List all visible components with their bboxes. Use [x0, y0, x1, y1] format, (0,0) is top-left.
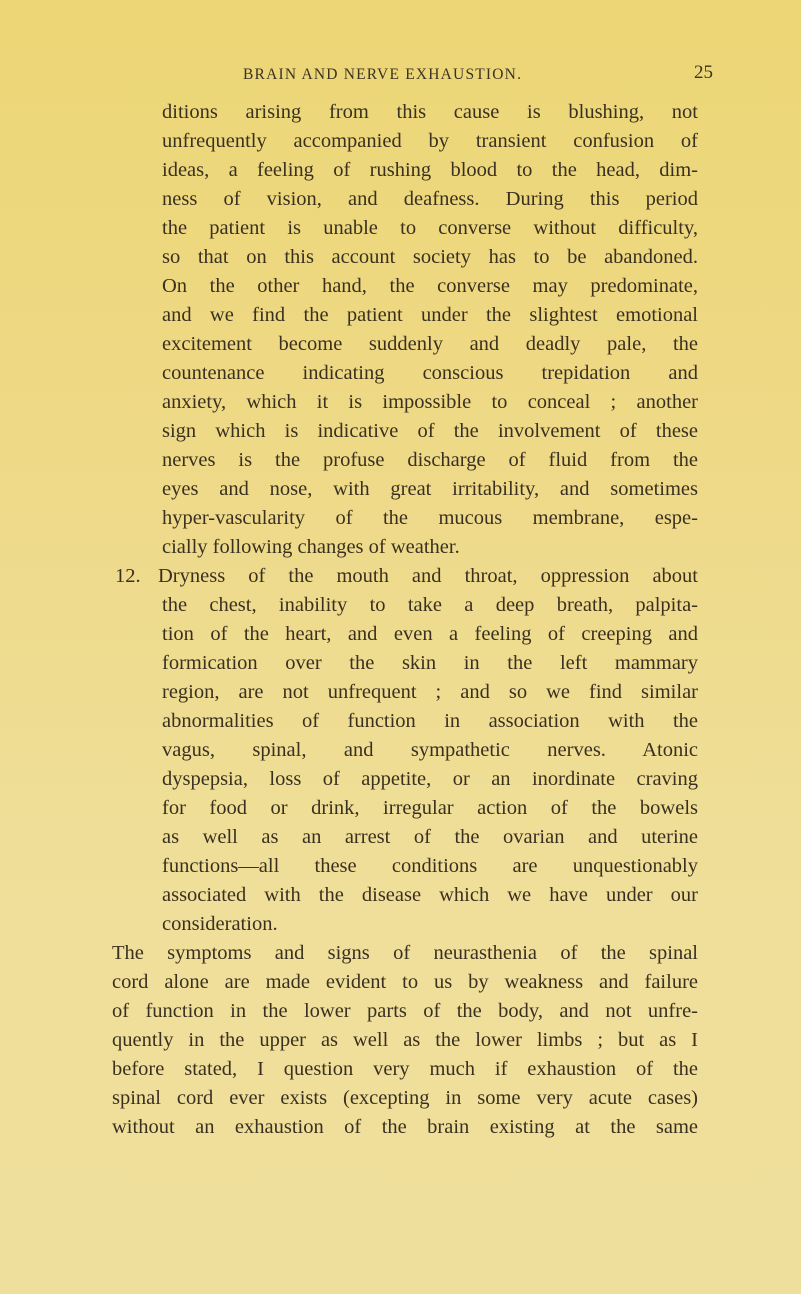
text-line: hyper-vascularity of the mucous membrane, espe-: [162, 507, 698, 529]
text-line: sign which is indicative of the involvement of these: [162, 420, 698, 442]
text-line: ideas, a feeling of rushing blood to the head, dim-: [162, 159, 698, 181]
text-line: dyspepsia, loss of appetite, or an inordinate craving: [162, 768, 698, 790]
text-line: spinal cord ever exists (excepting in some very acute cases): [112, 1087, 698, 1109]
text-line: functions—all these conditions are unquestionably: [162, 855, 698, 877]
text-line: unfrequently accompanied by transient confusion of: [162, 130, 698, 152]
list-item-number: 12.: [115, 565, 141, 587]
text-line: ness of vision, and deafness. During this period: [162, 188, 698, 210]
text-line: excitement become suddenly and deadly pale, the: [162, 333, 698, 355]
page-number: 25: [694, 62, 713, 83]
text-line: abnormalities of function in association with the: [162, 710, 698, 732]
text-line: of function in the lower parts of the body, and not unfre-: [112, 1000, 698, 1022]
text-line: for food or drink, irregular action of the bowels: [162, 797, 698, 819]
text-line: Dryness of the mouth and throat, oppression about: [158, 565, 698, 587]
text-line: the patient is unable to converse without difficulty,: [162, 217, 698, 239]
text-line: On the other hand, the converse may predominate,: [162, 275, 698, 297]
text-line: eyes and nose, with great irritability, and sometimes: [162, 478, 698, 500]
text-line: as well as an arrest of the ovarian and uterine: [162, 826, 698, 848]
text-line: associated with the disease which we have under our: [162, 884, 698, 906]
text-line: before stated, I question very much if exhaustion of the: [112, 1058, 698, 1080]
text-line: without an exhaustion of the brain existing at the same: [112, 1116, 698, 1138]
text-line: The symptoms and signs of neurasthenia of the spinal: [112, 942, 698, 964]
text-line: anxiety, which it is impossible to conceal ; another: [162, 391, 698, 413]
text-line: the chest, inability to take a deep breath, palpita-: [162, 594, 698, 616]
text-line: tion of the heart, and even a feeling of creeping and: [162, 623, 698, 645]
running-title: BRAIN AND NERVE EXHAUSTION.: [243, 66, 523, 83]
text-line: vagus, spinal, and sympathetic nerves. Atonic: [162, 739, 698, 761]
text-line: and we find the patient under the slightest emotional: [162, 304, 698, 326]
text-line: cially following changes of weather.: [162, 536, 460, 558]
text-line: ditions arising from this cause is blushing, not: [162, 101, 698, 123]
running-head: [0, 62, 801, 90]
text-line: consideration.: [162, 913, 278, 935]
text-line: so that on this account society has to be abandoned.: [162, 246, 698, 268]
text-line: cord alone are made evident to us by weakness and failure: [112, 971, 698, 993]
text-line: countenance indicating conscious trepidation and: [162, 362, 698, 384]
text-line: formication over the skin in the left mammary: [162, 652, 698, 674]
text-line: nerves is the profuse discharge of fluid from the: [162, 449, 698, 471]
text-line: region, are not unfrequent ; and so we find similar: [162, 681, 698, 703]
text-line: quently in the upper as well as the lower limbs ; but as I: [112, 1029, 698, 1051]
